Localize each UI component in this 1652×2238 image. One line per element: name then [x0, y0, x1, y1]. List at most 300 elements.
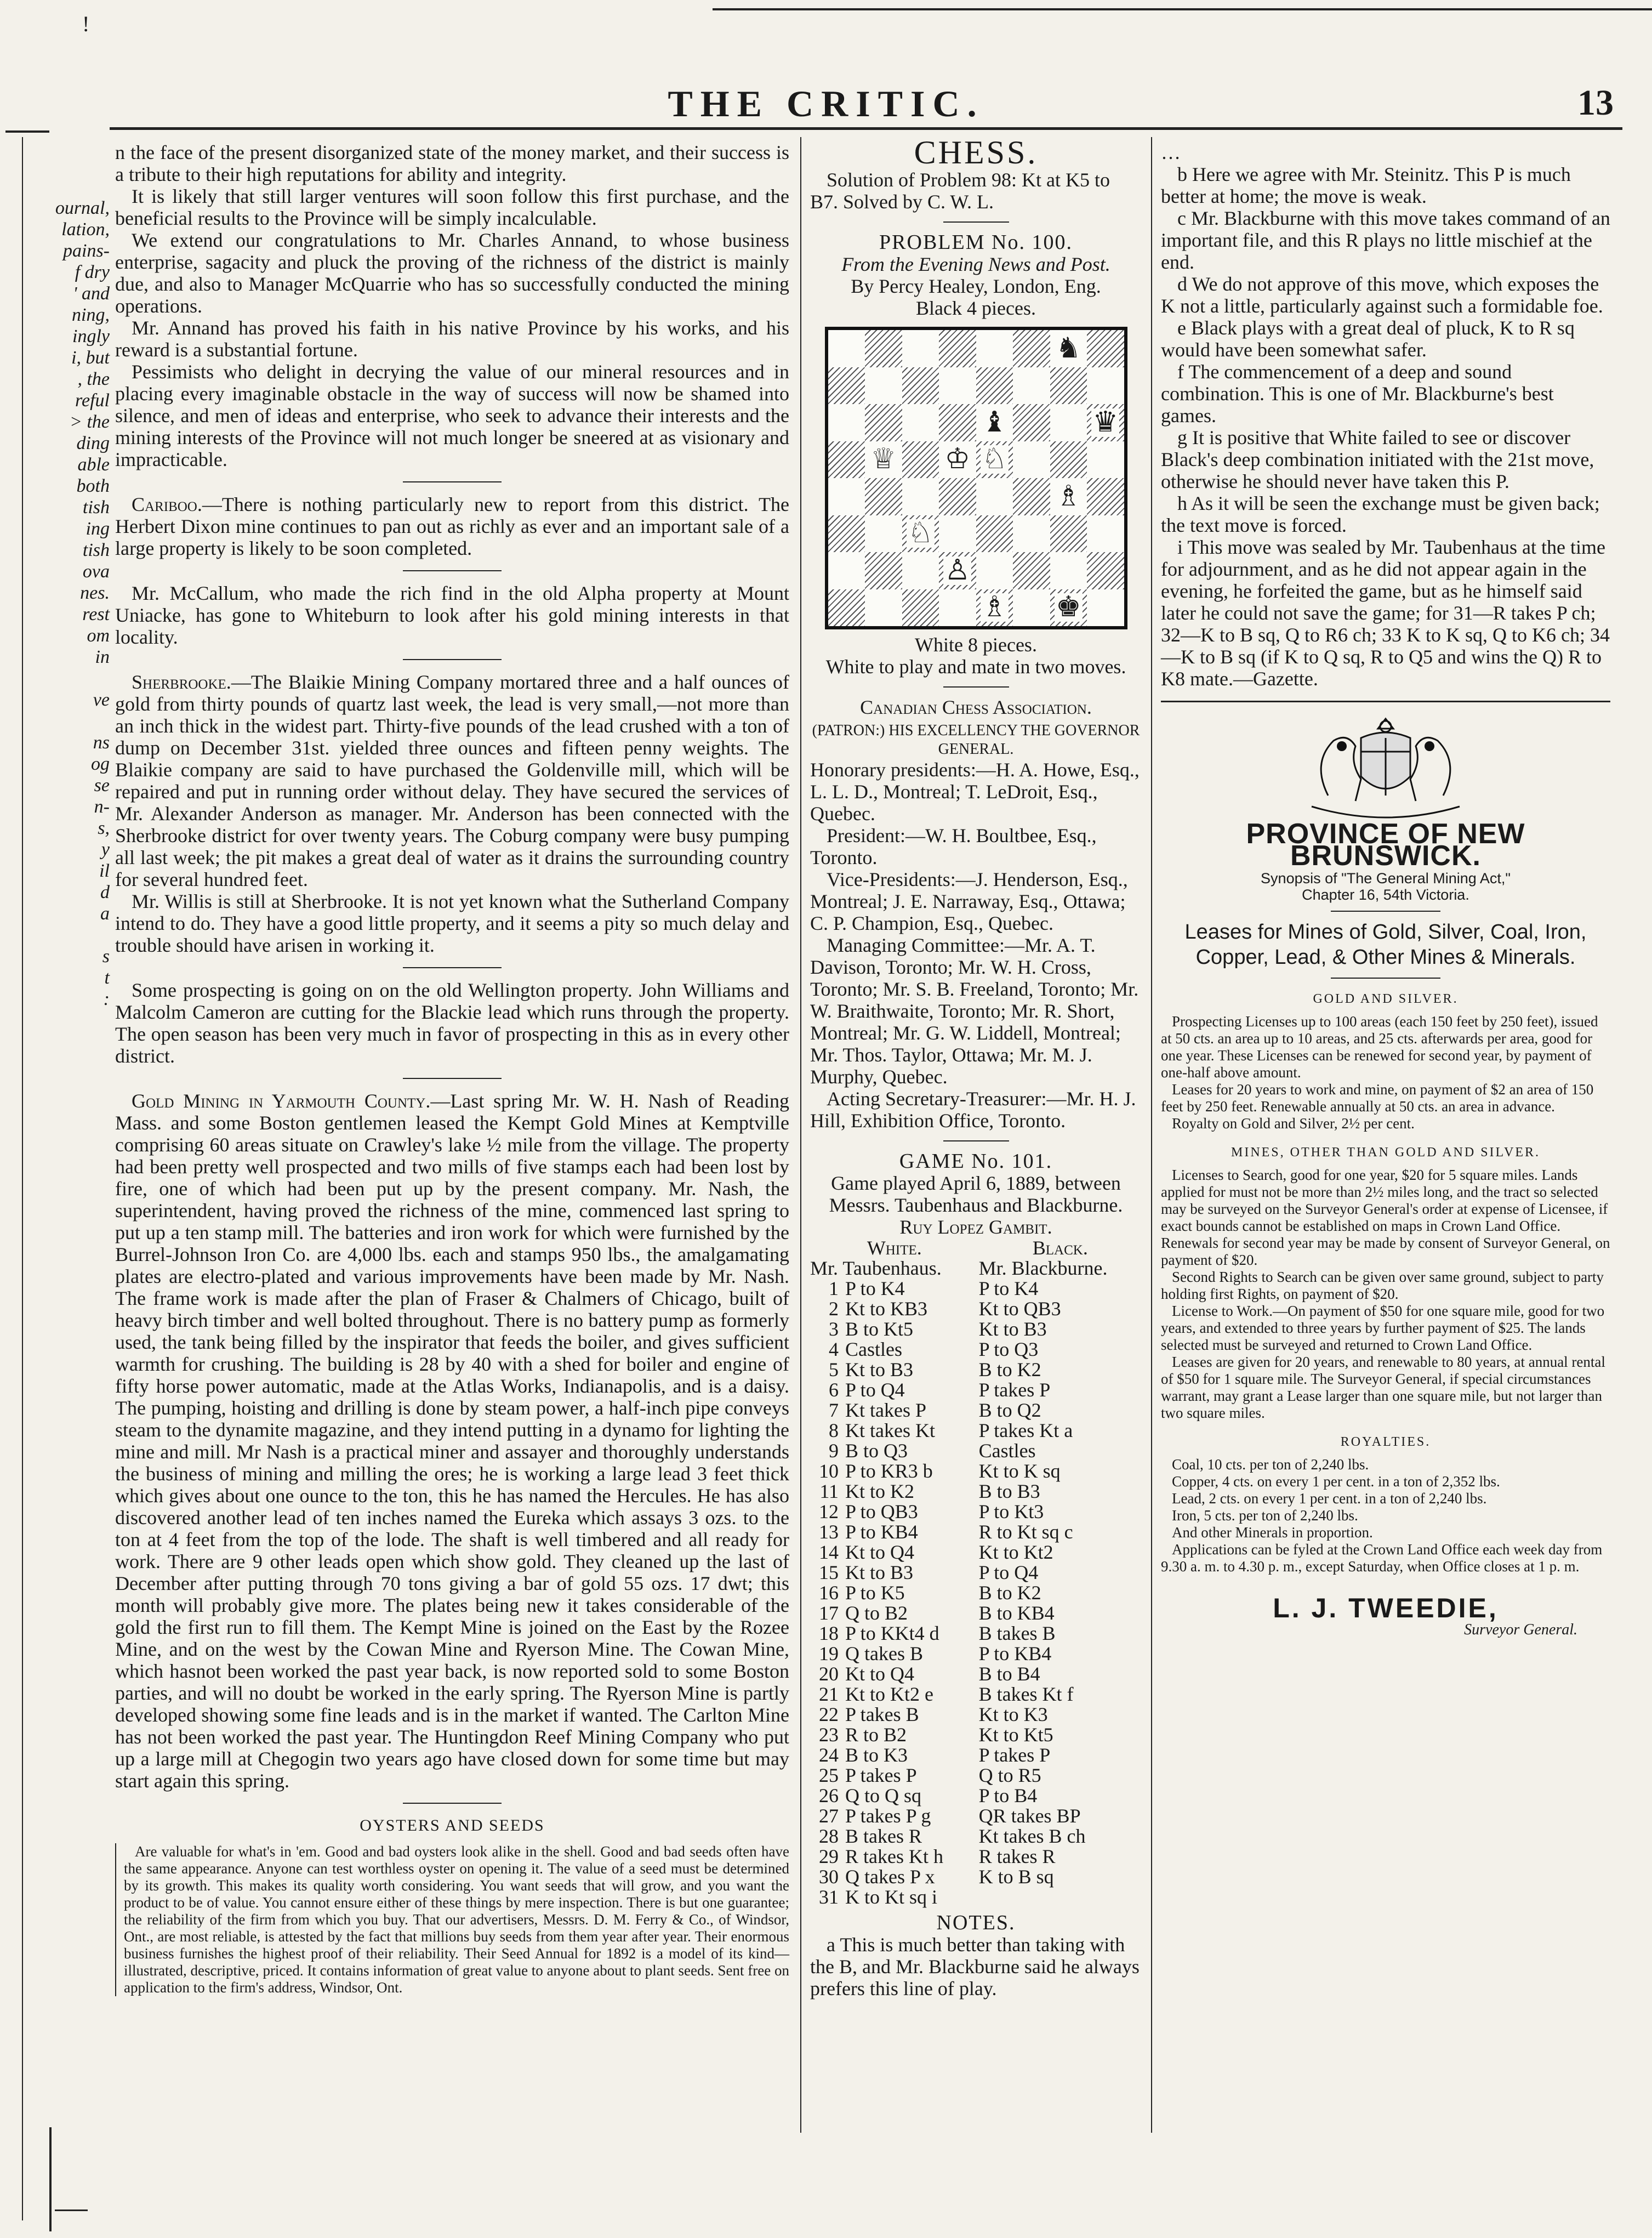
board-square	[865, 441, 902, 479]
white-move-text: R to B2	[845, 1724, 907, 1746]
white-move-text: R takes Kt h	[845, 1845, 943, 1867]
move-row	[810, 1765, 1142, 1786]
board-square	[1087, 404, 1124, 441]
white-move-text: P to KKt4 d	[845, 1622, 939, 1644]
nb-leases-work: Leases for 20 years to work and mine, on payment of $2 an area of 150 feet by 250 feet. Renewable annually at 50 cts. an area in advance.	[1161, 1081, 1594, 1115]
nb-leases-line1: Leases for Mines of Gold, Silver, Coal, Iron,	[1184, 921, 1587, 944]
note-c: c Mr. Blackburne with this move takes command of an important file, and this R plays no little mischief at the end.	[1161, 207, 1610, 273]
separator	[403, 1078, 502, 1079]
edge-fragment: ova	[82, 561, 110, 582]
edge-fragment: ing	[86, 519, 110, 539]
move-number: 16	[819, 1582, 839, 1604]
black-move: P takes P	[978, 1379, 1051, 1401]
white-move	[810, 1319, 979, 1339]
edge-fragment: lation,	[61, 219, 110, 240]
move-row	[810, 1360, 1142, 1380]
white-move-text: P to K4	[845, 1277, 905, 1299]
managing-committee: Managing Committee:—Mr. A. T. Davison, Toronto; Mr. W. H. Cross, Toronto; Mr. S. B. Freeland, Toronto; Mr. W. Braithwaite, Toronto; Mr. R. Short, Montreal; Mr. G. W. Liddell, Montreal; Mr. Thos. Taylor, Ottawa; Mr. M. J. Murphy, Quebec.	[810, 934, 1139, 1088]
oysters-box	[115, 1843, 789, 1996]
association-president: President:—W. H. Boultbee, Esq., Toronto.	[810, 825, 1097, 868]
black-move: R to Kt sq c	[978, 1521, 1073, 1543]
white-move-text: P to KR3 b	[845, 1460, 933, 1482]
board-square	[865, 330, 902, 367]
black-move: B to KB4	[978, 1602, 1055, 1624]
white-move-text: B to K3	[845, 1744, 908, 1766]
white-move-text: Kt to Kt2 e	[845, 1683, 933, 1705]
move-number: 4	[829, 1338, 839, 1360]
black-move: P to Kt3	[978, 1501, 1044, 1523]
board-square	[828, 330, 865, 367]
white-move-text: B to Q3	[845, 1440, 908, 1462]
board-square	[1013, 552, 1050, 589]
move-row	[810, 1502, 1142, 1522]
white-move-text: Kt to K2	[845, 1480, 914, 1502]
white-move	[810, 1705, 979, 1725]
edge-fragment	[0, 711, 110, 732]
board-square	[828, 552, 865, 589]
mining-column	[115, 141, 789, 1996]
nb-other-heading: MINES, OTHER THAN GOLD AND SILVER.	[1231, 1145, 1540, 1160]
board-square	[1050, 552, 1087, 589]
move-number: 1	[829, 1277, 839, 1299]
chess-piece-icon: ♝	[981, 406, 1007, 438]
board-square	[902, 589, 939, 627]
cariboo-para	[115, 493, 789, 559]
edge-fragment: f dry	[75, 262, 110, 282]
edge-fragment: rest	[82, 604, 110, 624]
chess-piece-icon: ♞	[1055, 332, 1081, 364]
board-square	[1050, 367, 1087, 405]
note-f: f The commencement of a deep and sound combination. This is one of Mr. Blackburne's best games.	[1161, 361, 1554, 427]
white-move	[810, 1847, 979, 1867]
white-move	[810, 1563, 979, 1583]
black-move: K to B sq	[978, 1866, 1054, 1888]
board-square	[976, 515, 1013, 553]
move-number: 7	[829, 1399, 839, 1421]
left-edge-fragments	[0, 197, 110, 1031]
move-row	[810, 1299, 1142, 1319]
edge-fragment: :	[103, 989, 110, 1009]
cariboo-lead: Cariboo.	[132, 493, 202, 515]
nb-title: PROVINCE OF NEW BRUNSWICK.	[1246, 818, 1525, 872]
board-square	[1087, 552, 1124, 589]
board-square	[1087, 441, 1124, 479]
white-move	[810, 1887, 979, 1907]
black-move: Kt to K sq	[978, 1460, 1061, 1482]
move-row	[810, 1603, 1142, 1623]
move-row	[810, 1380, 1142, 1400]
separator	[1331, 911, 1440, 912]
move-number: 10	[819, 1460, 839, 1482]
note-a-cont: …	[1161, 141, 1181, 163]
move-number: 26	[819, 1785, 839, 1807]
separator	[943, 1140, 1009, 1141]
move-row	[810, 1806, 1142, 1826]
white-move	[810, 1684, 979, 1705]
edge-fragment: > the	[70, 412, 110, 432]
black-move: P to Q4	[978, 1561, 1039, 1583]
white-move	[810, 1583, 979, 1603]
move-number: 19	[819, 1643, 839, 1665]
move-number: 22	[819, 1703, 839, 1725]
black-move: B to Q2	[978, 1399, 1041, 1421]
chess-piece-icon: ♘	[981, 444, 1007, 475]
chess-column	[810, 134, 1142, 2000]
black-move: Q to R5	[978, 1764, 1041, 1786]
royalty-coal: Coal, 10 cts. per ton of 2,240 lbs.	[1172, 1456, 1369, 1473]
board-square	[865, 404, 902, 441]
white-move	[810, 1664, 979, 1684]
page-number: 13	[1577, 83, 1614, 123]
white-move	[810, 1299, 979, 1319]
board-square	[902, 478, 939, 515]
board-square	[828, 478, 865, 515]
column-divider	[1151, 137, 1152, 2133]
edge-fragment: , the	[77, 369, 110, 389]
edge-fragment: om	[87, 626, 110, 646]
mining-para: It is likely that still larger ventures will soon follow this first purchase, and the beneficial results to the Province will be simply incalculable.	[115, 185, 789, 229]
move-number: 28	[819, 1825, 839, 1847]
board-square	[976, 589, 1013, 627]
problem-source: From the Evening News and Post.	[841, 253, 1110, 275]
black-move: B takes Kt f	[978, 1683, 1074, 1705]
white-move	[810, 1380, 979, 1400]
edge-fragment	[0, 924, 110, 946]
board-square	[865, 552, 902, 589]
edge-fragment: og	[91, 754, 110, 774]
move-row	[810, 1847, 1142, 1867]
nb-royalty: Royalty on Gold and Silver, 2½ per cent.	[1172, 1115, 1415, 1132]
move-number: 21	[819, 1683, 839, 1705]
board-square	[976, 441, 1013, 479]
white-move	[810, 1421, 979, 1441]
edge-fragment: both	[76, 476, 110, 496]
separator	[403, 1803, 502, 1804]
white-to-play: White to play and mate in two moves.	[825, 656, 1126, 678]
chess-piece-icon: ♗	[1055, 480, 1081, 512]
board-square	[1013, 367, 1050, 405]
royalty-iron: Iron, 5 cts. per ton of 2,240 lbs.	[1172, 1507, 1358, 1524]
black-move: Castles	[978, 1440, 1036, 1462]
nb-leases-line2: Copper, Lead, & Other Mines & Minerals.	[1195, 946, 1576, 969]
edge-fragment: pains-	[63, 241, 110, 261]
move-row	[810, 1583, 1142, 1603]
sherbrooke-lead: Sherbrooke.	[132, 671, 231, 693]
white-move	[810, 1765, 979, 1786]
move-number: 13	[819, 1521, 839, 1543]
edge-fragment: in	[95, 647, 110, 667]
nb-prospecting: Prospecting Licenses up to 100 areas (each 150 feet by 250 feet), issued at 50 cts. an area up to 10 areas, and 25 cts. afterwards per area, good for one year. These Licenses can be renewed for second year, by payment of one-half above amount.	[1161, 1013, 1598, 1081]
board-square	[828, 441, 865, 479]
chess-piece-icon: ♙	[944, 554, 971, 586]
edge-fragment: ve	[93, 690, 110, 710]
problem-author: By Percy Healey, London, Eng.	[851, 275, 1101, 297]
white-move	[810, 1360, 979, 1380]
black-move: B to K2	[978, 1359, 1041, 1381]
move-row	[810, 1826, 1142, 1847]
board-square	[1050, 589, 1087, 627]
black-move: Kt to Kt5	[978, 1724, 1053, 1746]
oysters-heading: OYSTERS AND SEEDS	[360, 1816, 545, 1834]
problem-title: PROBLEM No. 100.	[879, 231, 1073, 254]
white-move-text: Kt to B3	[845, 1561, 914, 1583]
royalty-lead: Lead, 2 cts. on every 1 per cent. in a ton of 2,240 lbs.	[1172, 1490, 1487, 1507]
edge-fragment: ' and	[73, 283, 110, 304]
separator	[403, 570, 502, 571]
white-move-text: P takes P	[845, 1764, 917, 1786]
mccallum-para: Mr. McCallum, who made the rich find in the old Alpha property at Mount Uniacke, has gone to Whiteburn to look after his gold mining interests in that locality.	[115, 582, 789, 648]
move-number: 27	[819, 1805, 839, 1827]
move-row	[810, 1623, 1142, 1644]
black-move: P takes Kt a	[978, 1419, 1073, 1441]
board-square	[902, 441, 939, 479]
board-square	[1013, 478, 1050, 515]
board-square	[1050, 441, 1087, 479]
board-square	[939, 330, 976, 367]
yarmouth-text: —Last spring Mr. W. H. Nash of Reading Mass. and some Boston gentlemen leased the Kempt Gold Mines at Kemptville comprising 60 areas situate on Crawley's lake ½ mile from the village. The property had been pretty well prospected and two mills of five stamps each had been lost by fire, one of which had been put up by the present company. Mr. Nash, the superintendent, having proved the richness of the mine, commenced last spring to put up a ten stamp mill. The batteries and iron work for which were furnished by the Burrel-Johnson Iron Co. are 4,000 lbs. each and stamps 950 lbs., the amalgamating plates are electro-plated and various improvements have been made by Mr. Nash. The frame work is made after the plan of Fraser & Chalmers of Chicago, built of heavy birch timber and well bolted throughout. There is no battery pump as formerly used, the tank being filled by the inspirator that feeds the boiler, and gives sufficient warmth for crushing. The building is 28 by 40 with a shed for boiler and engine of fifty horse power automatic, made at the Atlas Works, Indianapolis, and is a daisy. The pumping, hoisting and drilling is done by steam power, a half-inch pipe conveys steam to the dynamite magazine, and they intend putting in a dynamo for lighting the mine and mill. Mr Nash is a practical miner and assayer and thoroughly understands the business of mining and milling the ores; he is working a large lead 3 feet thick which gives about one ounce to the ton, this he has named the Hercules. He has also discovered another lead of ten inches named the Eureka which assays 3 ozs. to the ton at 4 feet from the top of the lode. The shaft is well timbered and all ready for work. There are 9 other leads open which show gold. They cleaned up the last of December after putting through 70 tons giving a bar of gold 55 ozs. 17 dwt; this month will probably give more. The plates being new it takes considerable of the gold the first run to fill them. The Kempt Mine is joined on the East by the Rozee Mine, and on the west by the Cowan Mine and Ryerson Mine. The Cowan Mine, which hasnot been worked the past year back, is now reported sold to some Boston parties, and will no doubt be worked in the early spring. The Ryerson Mine is partly developed showing some fine leads and is in the market if wanted. The Carlton Mine has not been worked the past year. The Huntingdon Reef Mining Company who put up a large mill at Chegogin two years ago have closed down for some time but may start again this spring.	[115, 1090, 789, 1792]
white-move-text: P to K5	[845, 1582, 905, 1604]
board-square	[976, 367, 1013, 405]
black-move: P to B4	[978, 1785, 1038, 1807]
white-move-text: Castles	[845, 1338, 902, 1360]
chess-piece-icon: ♚	[1055, 592, 1081, 623]
black-move: QR takes BP	[978, 1805, 1081, 1827]
edge-fragment: n-	[94, 797, 110, 817]
edge-fragment	[0, 1010, 110, 1031]
move-row	[810, 1339, 1142, 1360]
edge-fragment: ning,	[72, 305, 110, 325]
board-square	[1013, 515, 1050, 553]
signer-title: Surveyor General.	[1464, 1621, 1577, 1638]
cariboo-text: —There is nothing particularly new to report from this district. The Herbert Dixon mine continues to pan out as richly as ever and an important sale of a large property is likely to be soon completed.	[115, 493, 789, 559]
edge-fragment: ding	[76, 433, 110, 453]
edge-fragment: i, but	[71, 348, 110, 368]
white-move-text: Kt to Q4	[845, 1541, 914, 1563]
white-move	[810, 1786, 979, 1806]
board-square	[865, 367, 902, 405]
scan-edge-mark	[55, 2209, 88, 2211]
board-square	[1050, 404, 1087, 441]
nb-leases-heading	[1161, 919, 1610, 970]
edge-fragment: tish	[82, 497, 110, 518]
black-move: Kt to QB3	[978, 1298, 1061, 1320]
white-move-text: Q to Q sq	[845, 1785, 922, 1807]
association-patron: (PATRON:) HIS EXCELLENCY THE GOVERNOR GENERAL.	[812, 722, 1140, 758]
black-move: P to KB4	[978, 1643, 1052, 1665]
note-a: a This is much better than taking with the B, and Mr. Blackburne said he always prefers this line of play.	[810, 1934, 1140, 2000]
willis-para: Mr. Willis is still at Sherbrooke. It is not yet known what the Sutherland Company intend to do. They have a good little property, and it seems a pity so much delay and trouble should have arisen in working it.	[115, 890, 789, 956]
nb-synopsis-line2: Chapter 16, 54th Victoria.	[1302, 887, 1469, 903]
white-move	[810, 1339, 979, 1360]
notes-column	[1161, 141, 1610, 1641]
board-square	[939, 515, 976, 553]
black-move: R takes R	[978, 1845, 1056, 1867]
move-number: 15	[819, 1561, 839, 1583]
white-move	[810, 1725, 979, 1745]
chess-piece-icon: ♗	[981, 592, 1007, 623]
separator	[943, 221, 1009, 223]
move-number: 5	[829, 1359, 839, 1381]
note-g: g It is positive that White failed to see or discover Black's deep combination initiated with the 21st move, otherwise he should never have taken this P.	[1161, 427, 1594, 492]
black-move: P to K4	[978, 1277, 1039, 1299]
white-move	[810, 1400, 979, 1421]
nb-work-license: License to Work.—On payment of $50 for one square mile, good for two years, and extended to three years by further payment of $25. The lands selected must be surveyed and returned to Crown Land Office.	[1161, 1303, 1605, 1353]
mining-para: n the face of the present disorganized state of the money market, and their success is a tribute to their high reputations for ability and integrity.	[115, 141, 789, 185]
edge-fragment: able	[77, 455, 110, 475]
white-move-text: P takes P g	[845, 1805, 931, 1827]
white-move-text: Kt to Q4	[845, 1663, 914, 1685]
edge-fragment: y	[101, 839, 110, 860]
board-square	[865, 515, 902, 553]
chess-piece-icon: ♘	[907, 518, 933, 549]
nb-gold-heading: GOLD AND SILVER.	[1313, 992, 1459, 1006]
move-row	[810, 1887, 1142, 1907]
board-square	[902, 552, 939, 589]
white-move	[810, 1745, 979, 1765]
move-row	[810, 1705, 1142, 1725]
royalty-other: And other Minerals in proportion.	[1172, 1524, 1373, 1541]
white-move-text: K to Kt sq i	[845, 1886, 938, 1908]
board-square	[1050, 330, 1087, 367]
move-row	[810, 1725, 1142, 1745]
move-row	[810, 1461, 1142, 1481]
separator	[943, 686, 1009, 688]
black-move: B takes B	[978, 1622, 1056, 1644]
board-square	[1013, 441, 1050, 479]
white-move	[810, 1867, 979, 1887]
white-move-text: B to Kt5	[845, 1318, 914, 1340]
board-square	[902, 515, 939, 553]
game-title: GAME No. 101.	[899, 1150, 1053, 1173]
move-number: 12	[819, 1501, 839, 1523]
board-square	[939, 441, 976, 479]
board-square	[939, 478, 976, 515]
separator	[403, 481, 502, 482]
margin-mark: !	[82, 12, 90, 36]
chess-piece-icon: ♛	[1092, 406, 1119, 438]
white-move-text: P to KB4	[845, 1521, 918, 1543]
note-h: h As it will be seen the exchange must be given back; the text move is forced.	[1161, 492, 1600, 536]
move-row	[810, 1400, 1142, 1421]
top-rule	[713, 8, 1652, 10]
move-row	[810, 1786, 1142, 1806]
mining-para: Mr. Annand has proved his faith in his native Province by his works, and his reward is a substantial fortune.	[115, 317, 789, 361]
move-number: 29	[819, 1845, 839, 1867]
move-row	[810, 1421, 1142, 1441]
white-move	[810, 1644, 979, 1664]
black-move	[979, 1887, 1142, 1907]
white-move	[810, 1461, 979, 1481]
move-number: 11	[819, 1480, 839, 1502]
move-number: 17	[819, 1602, 839, 1624]
move-row	[810, 1745, 1142, 1765]
wellington-para: Some prospecting is going on on the old Wellington property. John Williams and Malcolm Cameron are cutting for the Blackie lead which runs through the property. The open season has been very much in favor of prospecting in this as in every other district.	[115, 979, 789, 1067]
vice-presidents: Vice-Presidents:—J. Henderson, Esq., Montreal; J. E. Narraway, Esq., Ottawa; C. P. Champion, Esq., Quebec.	[810, 868, 1128, 934]
white-move	[810, 1441, 979, 1461]
nb-synopsis-line1: Synopsis of "The General Mining Act,"	[1261, 870, 1511, 887]
move-row	[810, 1319, 1142, 1339]
edge-divider	[22, 137, 23, 2220]
edge-fragment: a	[100, 904, 110, 924]
sherbrooke-para	[115, 671, 789, 890]
black-move: Kt takes B ch	[978, 1825, 1086, 1847]
white-move-text: B takes R	[845, 1825, 922, 1847]
white-move-text: Q takes B	[845, 1643, 923, 1665]
move-row	[810, 1644, 1142, 1664]
edge-rule	[5, 130, 49, 133]
nb-applications: Applications can be fyled at the Crown Land Office each week day from 9.30 a. m. to 4.30 p. m., except Saturday, when Office closes at 1 p. m.	[1161, 1541, 1603, 1575]
game-intro: Game played April 6, 1889, between Messrs. Taubenhaus and Blackburne.	[829, 1172, 1123, 1216]
secretary-treasurer: Acting Secretary-Treasurer:—Mr. H. J. Hill, Exhibition Office, Toronto.	[810, 1088, 1136, 1132]
black-move: B to K2	[978, 1582, 1041, 1604]
white-move	[810, 1826, 979, 1847]
white-move	[810, 1522, 979, 1542]
move-row	[810, 1664, 1142, 1684]
note-i: i This move was sealed by Mr. Taubenhaus at the time for adjournment, and as he did not appear again in the evening, he forfeited the game, but as he himself said later he could not save the game; for 31—R takes P ch; 32—K to B sq, Q to R6 ch; 33 K to K sq, Q to K6 ch; 34—K to B sq (if K to Q sq, R to Q5 and wins the Q) R to K8 mate.—Gazette.	[1161, 536, 1610, 690]
board-square	[976, 330, 1013, 367]
edge-fragment: d	[100, 882, 110, 902]
edge-fragment: nes.	[80, 583, 110, 603]
move-number: 31	[819, 1886, 839, 1908]
board-square	[976, 478, 1013, 515]
mining-para: We extend our congratulations to Mr. Charles Annand, to whose business enterprise, sagacity and pluck the proving of the richness of the district is mainly due, and also to Manager McQuarrie who has so successfully conducted the mining operations.	[115, 229, 789, 317]
signer-name: L. J. TWEEDIE,	[1273, 1593, 1499, 1623]
white-move	[810, 1603, 979, 1623]
white-move	[810, 1806, 979, 1826]
move-number: 25	[819, 1764, 839, 1786]
board-square	[865, 589, 902, 627]
move-number: 6	[829, 1379, 839, 1401]
white-move	[810, 1542, 979, 1563]
board-square	[939, 367, 976, 405]
black-move: Kt to Kt2	[978, 1541, 1053, 1563]
board-square	[1087, 330, 1124, 367]
edge-fragment: se	[94, 775, 110, 796]
chess-heading: CHESS.	[914, 134, 1038, 171]
board-square	[1087, 589, 1124, 627]
edge-fragment: s	[102, 946, 110, 967]
white-move-text: Kt takes Kt	[845, 1419, 935, 1441]
board-square	[828, 367, 865, 405]
section-rule	[1161, 701, 1610, 702]
move-number: 14	[819, 1541, 839, 1563]
scan-edge-line	[49, 2127, 52, 2231]
move-number: 2	[829, 1298, 839, 1320]
white-move-text: P to QB3	[845, 1501, 918, 1523]
board-square	[828, 515, 865, 553]
move-number: 9	[829, 1440, 839, 1462]
edge-fragment: il	[99, 861, 110, 881]
column-divider	[800, 137, 801, 2133]
mining-para: Pessimists who delight in decrying the value of our mineral resources and in placing every imaginable obstacle in the way of success will now be shamed into silence, and men of ideas and enterprise, who seek to advance their interests and the mining interests of the Province will not much longer be sneered at as visionary and impracticable.	[115, 361, 789, 470]
board-square	[976, 404, 1013, 441]
white-move	[810, 1279, 979, 1299]
black-column-header: Black.	[1032, 1237, 1088, 1259]
board-square	[976, 552, 1013, 589]
yarmouth-para	[115, 1090, 789, 1792]
chess-piece-icon: ♔	[944, 444, 971, 475]
move-row	[810, 1542, 1142, 1563]
edge-fragment: ingly	[72, 326, 110, 347]
game-moves-table	[810, 1238, 1142, 1907]
yarmouth-lead: Gold Mining in Yarmouth County.	[132, 1090, 431, 1112]
black-move: Kt to K3	[978, 1703, 1048, 1725]
black-move: P takes P	[978, 1744, 1051, 1766]
board-square	[828, 404, 865, 441]
note-d: d We do not approve of this move, which exposes the K not a little, particularly against such a formidable foe.	[1161, 273, 1603, 317]
move-number: 3	[829, 1318, 839, 1340]
move-row	[810, 1684, 1142, 1705]
